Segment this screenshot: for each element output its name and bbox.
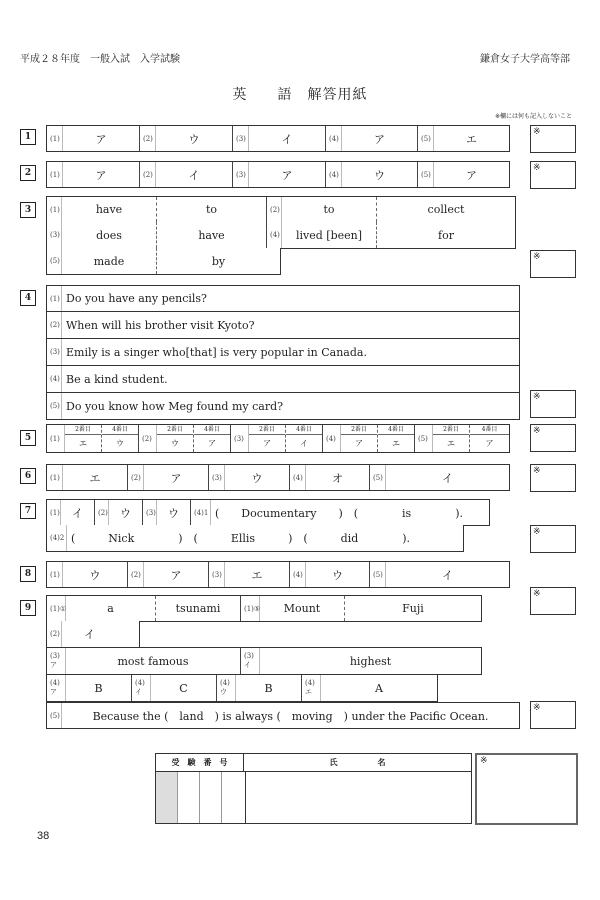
q9-label-5: (5) [47, 703, 62, 728]
q4-label-4: (4) [47, 366, 62, 392]
q1-answer-1[interactable]: ア [63, 126, 140, 151]
q3-answer-1b[interactable]: to [157, 197, 267, 222]
q4-row [46, 312, 520, 339]
question-number-3: 3 [20, 202, 36, 218]
q7-row-2 [46, 525, 464, 552]
student-id-box [155, 753, 472, 824]
q3-answer-1a[interactable]: have [62, 197, 157, 222]
q5-label-1: (1) [47, 425, 65, 452]
q7-label-4-2: (4)2 [47, 525, 67, 551]
exam-number-digit-2[interactable] [178, 772, 200, 823]
q1-label-5: (5) [418, 126, 434, 151]
q6-answer-3[interactable]: ウ [225, 465, 290, 490]
question-number-4: 4 [20, 290, 36, 306]
q5-answer-1-second[interactable] [65, 425, 102, 452]
exam-number-digit-4[interactable] [222, 772, 246, 823]
q9-label-3a: (3)ア [47, 648, 66, 674]
q9-answer-1-5a[interactable]: Mount [260, 596, 345, 621]
q8-answer-1[interactable]: ウ [63, 562, 128, 587]
q3-label-2: (2) [267, 197, 282, 222]
q6-label-4: (4) [290, 465, 306, 490]
q1-answer-4[interactable]: ア [342, 126, 418, 151]
q1-answer-3[interactable]: イ [249, 126, 326, 151]
q9-row-4 [46, 675, 438, 702]
q5-answer-value: ア [355, 439, 363, 448]
q1-label-2: (2) [140, 126, 156, 151]
q4-score-box: ※ [530, 390, 576, 418]
q3-score-box: ※ [530, 250, 576, 278]
q6-answer-2[interactable]: ア [144, 465, 209, 490]
q9-label-3i: (3)イ [241, 648, 260, 674]
q3-answer-4a[interactable]: lived [been] [282, 222, 377, 248]
exam-heading: 平成２８年度 一般入試 入学試験 [20, 54, 180, 65]
q3-row-3 [46, 248, 281, 275]
q9-row-5 [46, 702, 520, 729]
q9-row-2 [46, 621, 140, 648]
q5-answer-value: エ [447, 439, 455, 448]
q5-answer-value: ア [208, 439, 216, 448]
q5-answer-value: ア [485, 439, 494, 448]
q5-answer-2-fourth[interactable] [194, 425, 231, 452]
q2-score-box: ※ [530, 161, 576, 189]
q3-answer-4b[interactable]: for [438, 228, 454, 242]
q9-answer-5[interactable]: Because the ( land ) is always ( moving ) under the Pacific Ocean. [92, 709, 489, 723]
q5-answer-value: イ [300, 439, 308, 448]
q9-answer-1-1b[interactable]: tsunami [156, 596, 241, 621]
q9-answer-4i[interactable]: C [151, 675, 217, 701]
question-number-5: 5 [20, 430, 36, 446]
q7-score-box: ※ [530, 525, 576, 553]
q9-label-4i: (4)イ [132, 675, 151, 701]
q7-answer-4-2[interactable]: ( Nick ) ( Ellis ) ( did ). [71, 532, 411, 545]
question-number-9: 9 [20, 600, 36, 616]
q5-answer-value: ウ [116, 439, 124, 448]
q9-row-1 [46, 595, 482, 622]
q2-label-2: (2) [140, 162, 156, 187]
q4-answer-2[interactable]: When will his brother visit Kyoto? [66, 318, 255, 332]
q3-row-1 [46, 196, 516, 223]
q4-answer-5[interactable]: Do you know how Meg found my card? [66, 399, 284, 413]
q1-label-4: (4) [326, 126, 342, 151]
q7-label-4-1: (4)1 [191, 500, 211, 525]
q8-label-4: (4) [290, 562, 306, 587]
q5-order-header: 2番目 [433, 425, 469, 435]
q9-answer-4u[interactable]: B [236, 675, 302, 701]
q4-row [46, 393, 520, 420]
q7-answer-2[interactable]: ウ [109, 500, 143, 525]
q4-label-5: (5) [47, 393, 62, 419]
q7-row-1 [46, 499, 490, 526]
q4-row [46, 285, 520, 312]
q5-answer-1-fourth[interactable] [102, 425, 139, 452]
school-name: 鎌倉女子大学高等部 [480, 54, 570, 65]
q9-answer-1-1a[interactable]: a [66, 596, 156, 621]
q4-answer-4[interactable]: Be a kind student. [66, 372, 168, 386]
q2-answer-4[interactable]: ウ [342, 162, 418, 187]
exam-number-label: 受 験 番 号 [156, 754, 244, 771]
q9-answer-4e[interactable]: A [375, 681, 383, 695]
q3-answer-5b[interactable]: by [211, 254, 226, 268]
q1-answer-2[interactable]: ウ [156, 126, 233, 151]
q4-label-1: (1) [47, 286, 62, 311]
q5-order-header: 2番目 [65, 425, 101, 435]
q2-answer-5[interactable]: ア [466, 168, 477, 182]
q9-row-3 [46, 648, 482, 675]
q9-label-4u: (4)ウ [217, 675, 236, 701]
q1-answer-5[interactable]: エ [466, 132, 477, 146]
question-number-2: 2 [20, 165, 36, 181]
q7-answer-3[interactable]: ウ [157, 500, 191, 525]
q5-order-header: 2番目 [341, 425, 377, 435]
q9-label-4a: (4)ア [47, 675, 66, 701]
page-number: 38 [37, 830, 50, 842]
name-field[interactable] [246, 772, 471, 823]
q5-answer-3-fourth[interactable] [286, 425, 323, 452]
q6-answer-1[interactable]: エ [63, 465, 128, 490]
q5-order-header: 2番目 [157, 425, 193, 435]
q5-answer-value: エ [79, 439, 87, 448]
q8-answer-5[interactable]: イ [442, 568, 453, 582]
q8-answer-3[interactable]: エ [225, 562, 290, 587]
q8-label-1: (1) [47, 562, 63, 587]
q3-label-4: (4) [267, 222, 282, 248]
q2-answer-1[interactable]: ア [63, 162, 140, 187]
id-header [156, 754, 471, 772]
q2-label-3: (3) [233, 162, 249, 187]
q5-score-box: ※ [530, 424, 576, 452]
q9-label-1-5: (1)⑤ [241, 596, 260, 621]
q3-label-3: (3) [47, 222, 62, 248]
question-number-8: 8 [20, 566, 36, 582]
q6-answer-5[interactable]: イ [442, 471, 453, 485]
q3-answer-5a[interactable]: made [62, 248, 157, 274]
q5-order-header: 2番目 [249, 425, 285, 435]
q8-label-5: (5) [370, 562, 386, 587]
q3-label-1: (1) [47, 197, 62, 222]
q3-answer-3a[interactable]: does [62, 222, 157, 248]
q2-label-4: (4) [326, 162, 342, 187]
q1-answer-row [46, 125, 510, 152]
q9-label-4e: (4)エ [302, 675, 321, 701]
q5-label-4: (4) [323, 425, 341, 452]
q5-answer-2-second[interactable] [157, 425, 194, 452]
q4-row [46, 339, 520, 366]
q5-label-3: (3) [231, 425, 249, 452]
q5-label-5: (5) [415, 425, 433, 452]
name-label: 氏 名 [329, 758, 386, 767]
q4-label-2: (2) [47, 312, 62, 338]
q8-score-box: ※ [530, 587, 576, 615]
q7-answer-4-1[interactable]: ( Documentary ) ( is ). [215, 506, 463, 520]
q5-answer-value: エ [392, 439, 400, 448]
q9-label-2: (2) [47, 621, 62, 647]
q9-answer-2[interactable]: イ [84, 628, 95, 641]
q3-label-5: (5) [47, 248, 62, 274]
q6-label-1: (1) [47, 465, 63, 490]
q5-answer-value: ウ [171, 439, 179, 448]
id-body [156, 772, 471, 823]
exam-number-digit-1 [156, 772, 178, 823]
q9-answer-3a[interactable]: most famous [66, 648, 241, 674]
q5-order-header: 4番目 [194, 425, 230, 435]
q5-answer-3-second[interactable] [249, 425, 286, 452]
q4-answer-3[interactable]: Emily is a singer who[that] is very popular in Canada. [66, 345, 367, 359]
q9-label-1-1: (1)① [47, 596, 66, 621]
q2-label-5: (5) [418, 162, 434, 187]
q2-answer-2[interactable]: イ [156, 162, 233, 187]
q6-label-5: (5) [370, 465, 386, 490]
q5-order-header: 4番目 [102, 425, 138, 435]
question-number-1: 1 [20, 129, 36, 145]
q1-label-1: (1) [47, 126, 63, 151]
instruction-note: ※欄には何も記入しないこと [494, 113, 572, 120]
q8-answer-4[interactable]: ウ [306, 562, 370, 587]
q5-order-header: 4番目 [470, 425, 509, 435]
q2-answer-row [46, 161, 510, 188]
q6-label-2: (2) [128, 465, 144, 490]
q2-answer-3[interactable]: ア [249, 162, 326, 187]
question-number-6: 6 [20, 468, 36, 484]
q7-label-1: (1) [47, 500, 61, 525]
q1-label-3: (3) [233, 126, 249, 151]
q9-answer-3i[interactable]: highest [349, 654, 392, 668]
q5-order-header: 4番目 [378, 425, 414, 435]
q7-answer-1[interactable]: イ [61, 500, 95, 525]
q7-label-2: (2) [95, 500, 109, 525]
q5-order-header: 4番目 [286, 425, 322, 435]
q8-label-3: (3) [209, 562, 225, 587]
page-title: 英 語 解答用紙 [232, 87, 368, 103]
q1-score-box: ※ [530, 125, 576, 153]
q5-answer-5-fourth[interactable] [470, 425, 509, 452]
q4-row [46, 366, 520, 393]
q8-label-2: (2) [128, 562, 144, 587]
q9-row-2-divider [140, 621, 482, 648]
q7-label-3: (3) [143, 500, 157, 525]
q5-answer-row [46, 424, 510, 453]
q6-score-box: ※ [530, 464, 576, 492]
q2-label-1: (1) [47, 162, 63, 187]
total-score-box: ※ [475, 753, 578, 825]
q4-answer-1[interactable]: Do you have any pencils? [66, 292, 207, 305]
q8-answer-row [46, 561, 510, 588]
q5-answer-5-second[interactable] [433, 425, 470, 452]
q8-answer-2[interactable]: ア [144, 562, 209, 587]
q3-answer-2b[interactable]: collect [427, 203, 465, 216]
q9-answer-4a[interactable]: B [66, 675, 132, 701]
q5-answer-value: ア [263, 439, 271, 448]
q6-answer-row [46, 464, 510, 491]
q3-row-2 [46, 222, 516, 249]
q3-answer-2a[interactable]: to [282, 197, 377, 222]
q5-answer-4-fourth[interactable] [378, 425, 415, 452]
q5-label-2: (2) [139, 425, 157, 452]
q6-label-3: (3) [209, 465, 225, 490]
question-number-7: 7 [20, 503, 36, 519]
q3-answer-3b[interactable]: have [157, 222, 267, 248]
q9-answer-1-5b[interactable]: Fuji [402, 602, 424, 615]
q5-answer-4-second[interactable] [341, 425, 378, 452]
q4-answer-block [46, 285, 520, 420]
q6-answer-4[interactable]: オ [306, 465, 370, 490]
exam-number-digit-3[interactable] [200, 772, 222, 823]
q9-score-box: ※ [530, 701, 576, 729]
q4-label-3: (3) [47, 339, 62, 365]
